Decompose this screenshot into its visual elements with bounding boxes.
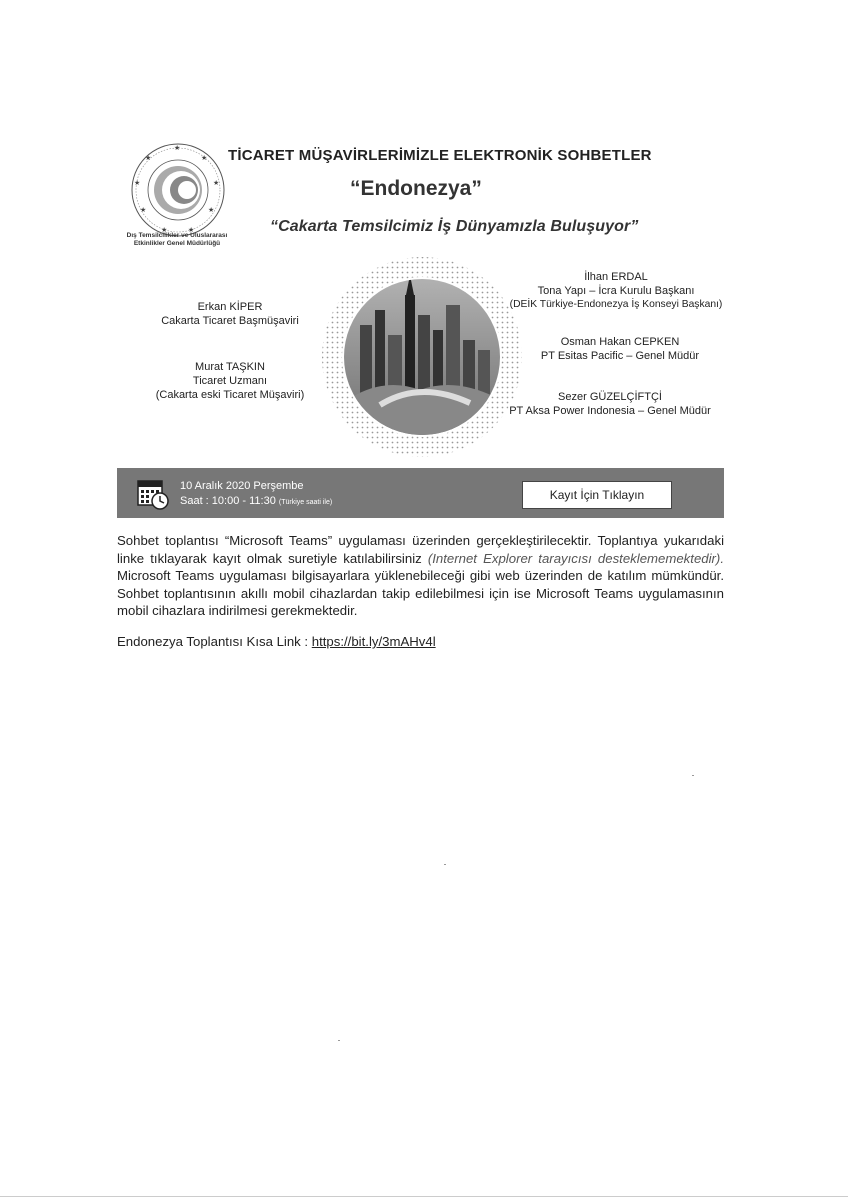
short-link-label: Endonezya Toplantısı Kısa Link : [117, 634, 312, 649]
speaker-ilhan-erdal [506, 270, 726, 312]
svg-text:★: ★ [161, 227, 168, 234]
scan-speck [338, 1040, 340, 1041]
svg-text:★: ★ [201, 155, 208, 162]
paragraph-italic-note: (Internet Explorer tarayıcısı desteklememektedir). [427, 550, 724, 566]
speaker-murat-taskin [140, 360, 320, 402]
subtitle: “Cakarta Temsilcimiz İş Dünyamızla Buluşuyor” [270, 218, 639, 235]
svg-text:★: ★ [188, 227, 195, 234]
event-time-note: (Türkiye saati ile) [278, 499, 333, 506]
scan-speck [444, 864, 446, 865]
country-title: “Endonezya” [350, 177, 482, 200]
paragraph-text-b: Microsoft Teams uygulaması bilgisayarlara yüklenebileceği gibi web üzerinden de katılım mümkündür. Sohbet toplantısının akıllı mobil cihazlardan takip edilebilmesi için ise Microsoft Teams uygulamasının mobil cihazlara indirilmesi gerekmektedir. [117, 568, 724, 618]
scan-speck [692, 775, 694, 776]
scan-edge-line [0, 1196, 848, 1197]
speaker-role: PT Aksa Power Indonesia – Genel Müdür [509, 405, 711, 417]
svg-text:★: ★ [140, 207, 147, 214]
speaker-osman-hakan-cepken [520, 335, 720, 363]
short-link-line [117, 634, 436, 649]
event-time-value: Saat : 10:00 - 11:30 [180, 495, 276, 507]
info-paragraph [117, 532, 724, 620]
svg-text:★: ★ [208, 207, 215, 214]
svg-text:★: ★ [145, 155, 152, 162]
svg-text:★: ★ [213, 180, 220, 187]
short-link[interactable]: https://bit.ly/3mAHv4l [311, 634, 436, 649]
speaker-role: (Cakarta eski Ticaret Müşaviri) [155, 389, 305, 401]
speaker-name: Sezer GÜZELÇİFTÇİ [558, 391, 662, 403]
paragraph-text-a: Sohbet toplantısı “Microsoft Teams” uygulaması üzerinden gerçekleştirilecektir. Toplantıya yukarıdaki linke tıklayarak kayıt olmak suretiyle katılabilirsiniz [117, 533, 724, 566]
speaker-name: Osman Hakan CEPKEN [560, 336, 680, 348]
svg-text:★: ★ [174, 145, 181, 152]
speaker-role: Tona Yapı – İcra Kurulu Başkanı [537, 285, 695, 297]
calendar-clock-icon [136, 477, 170, 511]
organization-name-line2: Etkinlikler Genel Müdürlüğü [133, 240, 221, 247]
event-time [180, 495, 332, 507]
ministry-seal-icon [128, 140, 228, 240]
speaker-role: Cakarta Ticaret Başmüşaviri [161, 315, 299, 327]
register-button[interactable]: Kayıt İçin Tıklayın [522, 481, 672, 509]
speaker-name: Murat TAŞKIN [195, 361, 265, 373]
organization-name [108, 232, 246, 248]
speaker-role: Ticaret Uzmanı [192, 375, 268, 387]
event-date: 10 Aralık 2020 Perşembe [180, 480, 304, 492]
speaker-erkan-kiper [150, 300, 310, 328]
speaker-name: Erkan KİPER [197, 301, 263, 313]
svg-text:★: ★ [134, 180, 141, 187]
organization-name-line1: Dış Temsilcilikler ve Uluslararası [126, 232, 228, 239]
speaker-name: İlhan ERDAL [584, 271, 648, 283]
speaker-sezer-guzelciftci [500, 390, 720, 418]
page-title: TİCARET MÜŞAVİRLERİMİZLE ELEKTRONİK SOHBETLER [228, 147, 652, 164]
speaker-role: PT Esitas Pacific – Genel Müdür [540, 350, 700, 362]
speaker-role: (DEİK Türkiye-Endonezya İş Konseyi Başkanı) [509, 299, 723, 310]
city-handshake-image [320, 255, 525, 460]
